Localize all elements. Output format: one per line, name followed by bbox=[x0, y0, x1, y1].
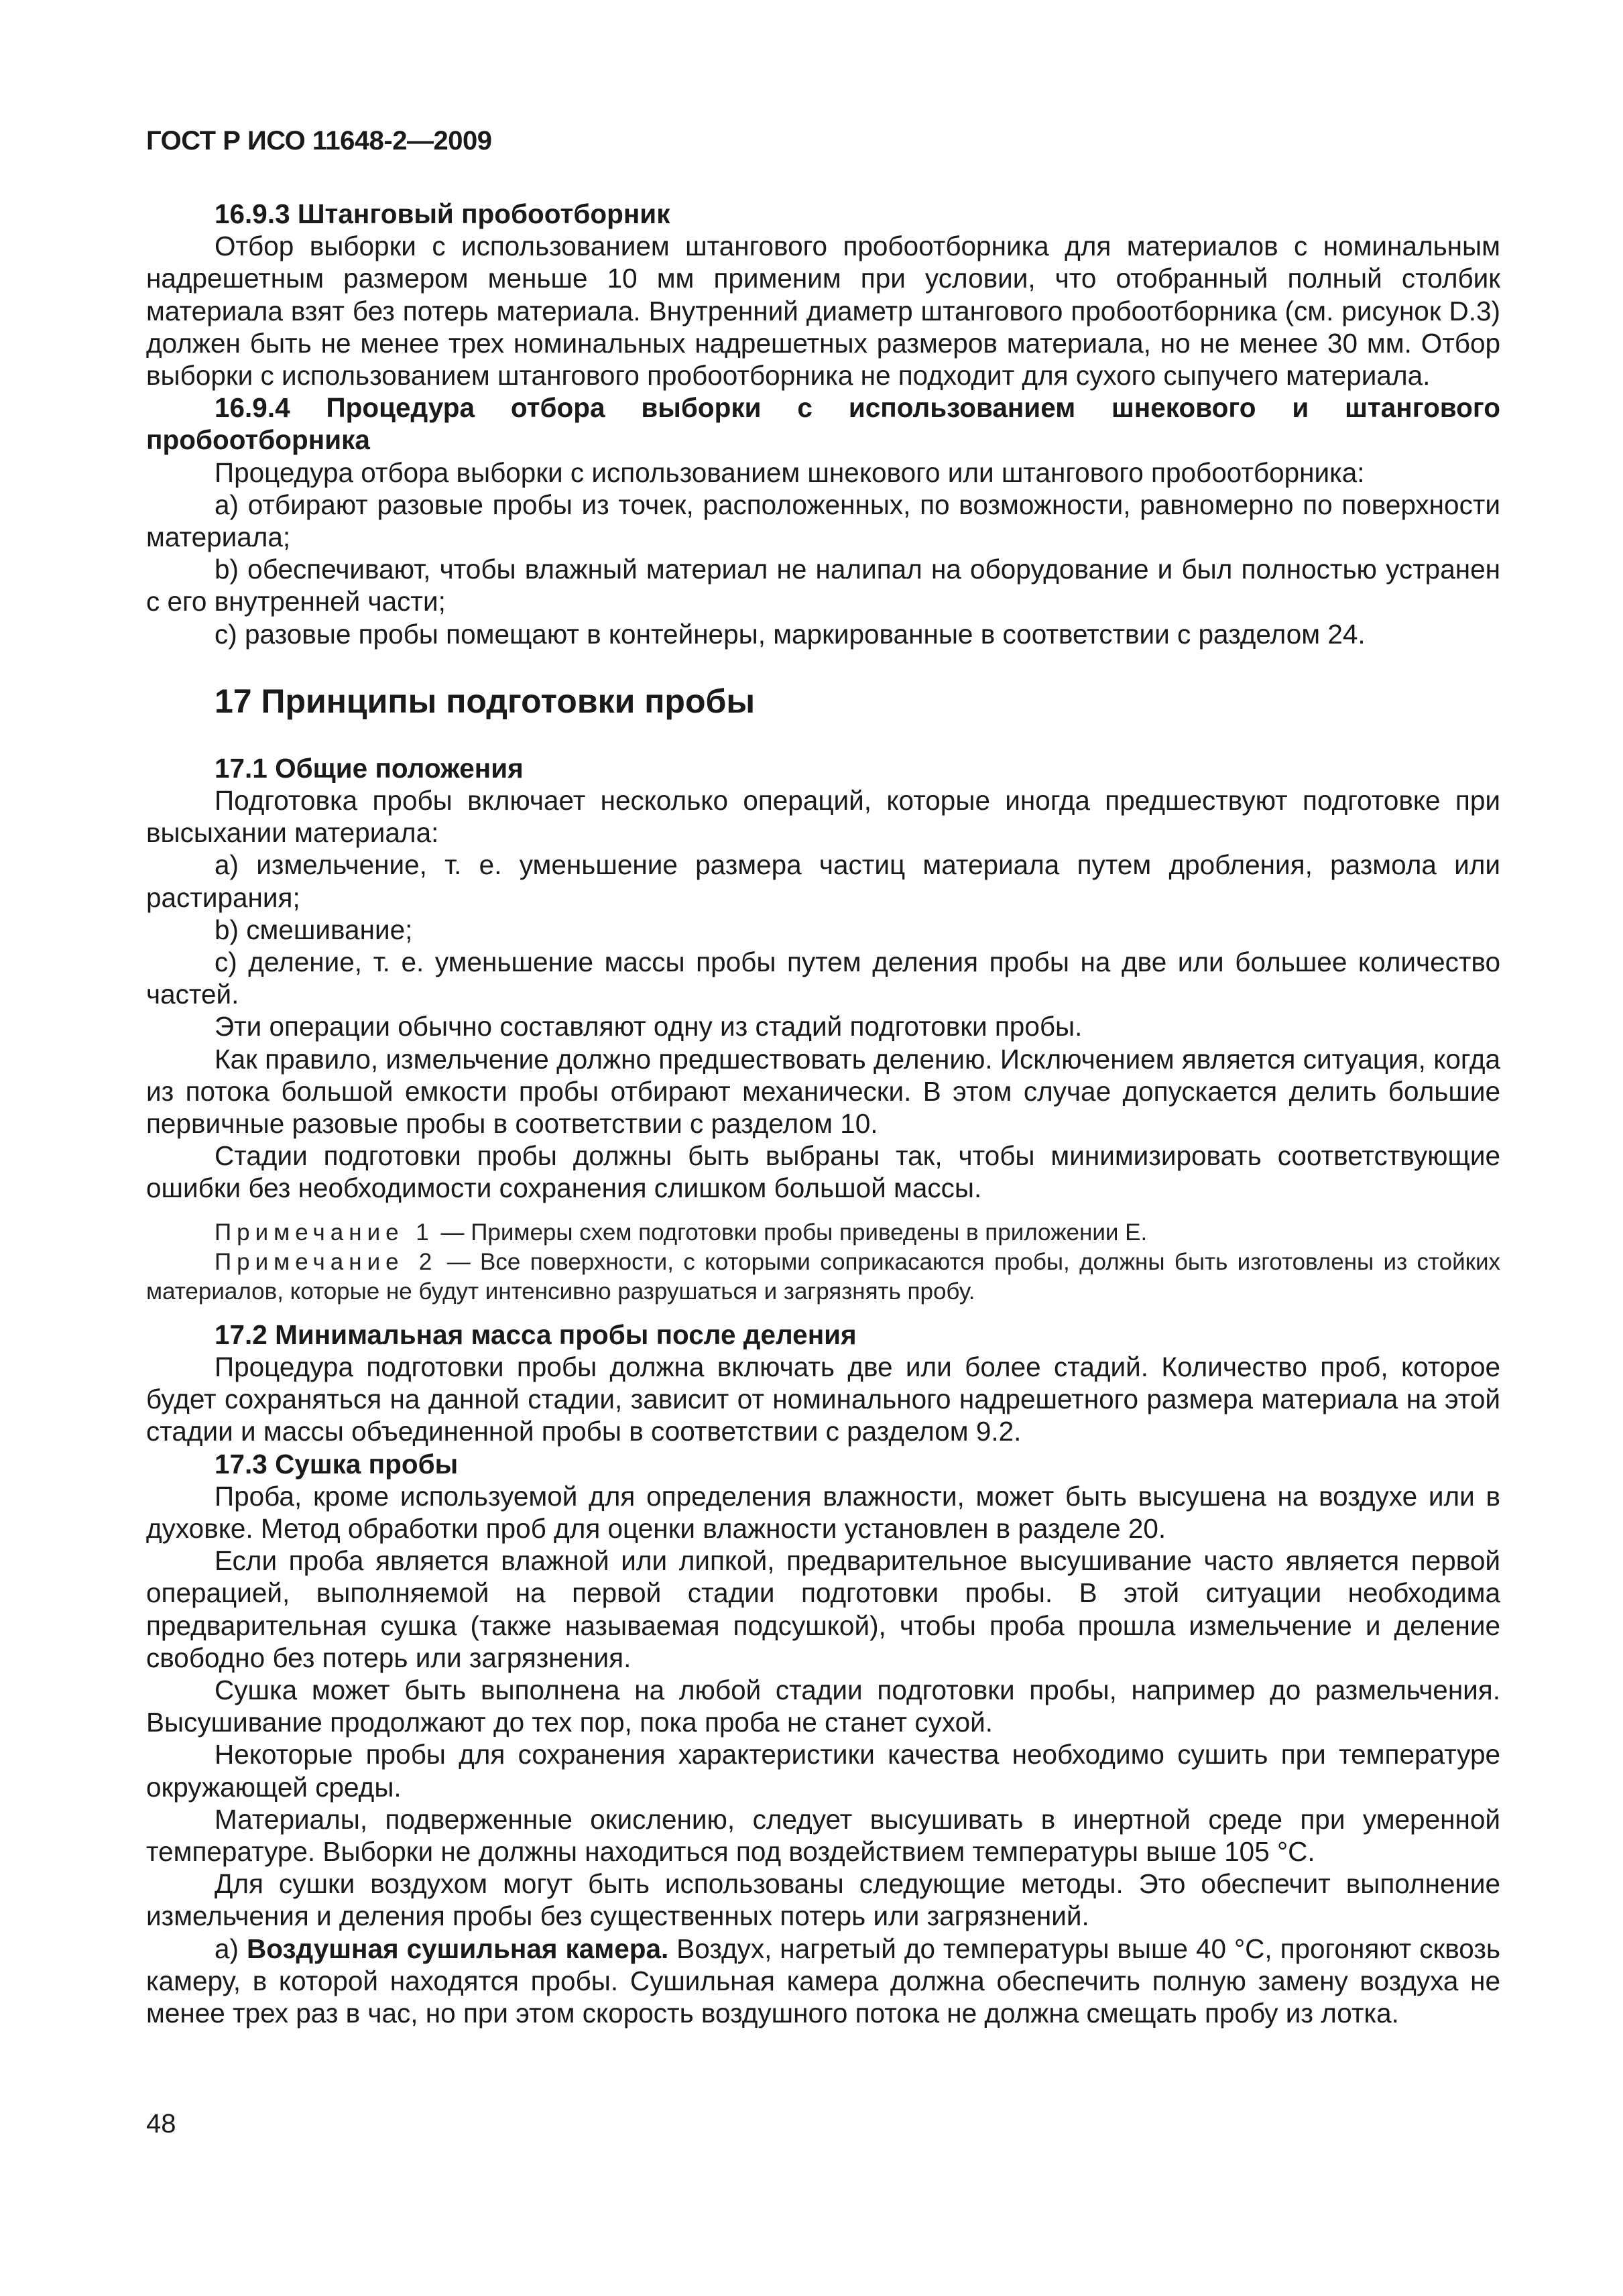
paragraph: Отбор выборки с использованием штангового пробоотборника для материалов с номинальным надрешетным размером меньше 10 мм применим при условии, что отобранный полный столбик материала взят без потерь материала. Внутренний диаметр штангового пробоотборника (см. рисунок D.3) должен быть не менее трех номинальных надрешетных размеров материала, но не менее 30 мм. Отбор выборки с использованием штангового пробоотборника не подходит для сухого сыпучего материала. bbox=[146, 231, 1500, 391]
list-item: b) обеспечивают, чтобы влажный материал не налипал на оборудование и был полностью устранен с его внутренней части; bbox=[146, 554, 1500, 617]
note-1 bbox=[146, 1218, 1500, 1248]
subsection-heading-16-9-4: 16.9.4 Процедура отбора выборки с использованием шнекового и штангового пробоотборника bbox=[146, 392, 1500, 456]
page-content bbox=[146, 198, 1500, 2029]
list-item bbox=[146, 1933, 1500, 2030]
paragraph: Эти операции обычно составляют одну из стадий подготовки пробы. bbox=[215, 1011, 1083, 1042]
list-item-text: Воздух, нагретый до температуры выше 40 °С, прогоняют сквозь камеру, в которой находятся пробы. Сушильная камера должна обеспечить полную замену воздуха не менее трех раз в час, но при этом скорость воздушного потока не должна смещать пробу из лотка. bbox=[146, 1933, 1500, 2029]
note-text: — Все поверхности, с которыми соприкасаются пробы, должны быть изготовлены из стойких материалов, которые не будут интенсивно разрушаться и загрязнять пробу. bbox=[146, 1248, 1500, 1305]
list-item: с) разовые пробы помещают в контейнеры, маркированные в соответствии с разделом 24. bbox=[215, 618, 1366, 650]
note-label: Примечание 1 bbox=[215, 1219, 434, 1246]
section-heading-17: 17 Принципы подготовки пробы bbox=[215, 682, 756, 720]
list-item: b) смешивание; bbox=[215, 914, 413, 945]
list-item: а) отбирают разовые пробы из точек, расположенных, по возможности, равномерно по поверхности материала; bbox=[146, 489, 1500, 553]
list-marker: а) bbox=[215, 1933, 247, 1964]
paragraph: Процедура подготовки пробы должна включать две или более стадий. Количество проб, которое будет сохраняться на данной стадии, зависит от номинального надрешетного размера материала на этой стадии и массы объединенной пробы в соответствии с разделом 9.2. bbox=[146, 1351, 1500, 1447]
paragraph: Для сушки воздухом могут быть использованы следующие методы. Это обеспечит выполнение измельчения и деления пробы без существенных потерь или загрязнений. bbox=[146, 1868, 1500, 1932]
note-label: Примечание 2 bbox=[215, 1248, 438, 1275]
page-number: 48 bbox=[146, 2109, 176, 2138]
note-text: — Примеры схем подготовки пробы приведены в приложении Е. bbox=[434, 1219, 1148, 1246]
paragraph: Материалы, подверженные окислению, следует высушивать в инертной среде при умеренной температуре. Выборки не должны находиться под воздействием температуры выше 105 °С. bbox=[146, 1803, 1500, 1867]
list-item: а) измельчение, т. е. уменьшение размера частиц материала путем дробления, размола или растирания; bbox=[146, 849, 1500, 913]
notes bbox=[146, 1218, 1500, 1307]
paragraph: Как правило, измельчение должно предшествовать делению. Исключением является ситуация, когда из потока большой емкости пробы отбирают механически. В этом случае допускается делить большие первичные разовые пробы в соответствии с разделом 10. bbox=[146, 1043, 1500, 1140]
subsection-heading-17-3: 17.3 Сушка пробы bbox=[215, 1448, 459, 1479]
paragraph: Некоторые пробы для сохранения характеристики качества необходимо сушить при температуре окружающей среды. bbox=[146, 1739, 1500, 1803]
paragraph: Процедура отбора выборки с использованием шнекового или штангового пробоотборника: bbox=[215, 457, 1365, 488]
paragraph: Подготовка пробы включает несколько операций, которые иногда предшествуют подготовке при высыхании материала: bbox=[146, 785, 1500, 849]
list-item: с) деление, т. е. уменьшение массы пробы путем деления пробы на две или большее количество частей. bbox=[146, 947, 1500, 1010]
paragraph: Стадии подготовки пробы должны быть выбраны так, чтобы минимизировать соответствующие ошибки без необходимости сохранения слишком большой массы. bbox=[146, 1140, 1500, 1204]
document-header: ГОСТ Р ИСО 11648-2—2009 bbox=[146, 126, 492, 156]
paragraph: Проба, кроме используемой для определения влажности, может быть высушена на воздухе или в духовке. Метод обработки проб для оценки влажности установлен в разделе 20. bbox=[146, 1480, 1500, 1544]
subsection-heading-16-9-3: 16.9.3 Штанговый пробоотборник bbox=[215, 198, 670, 229]
subsection-heading-17-1: 17.1 Общие положения bbox=[215, 752, 524, 784]
paragraph: Если проба является влажной или липкой, предварительное высушивание часто является первой операцией, выполняемой на первой стадии подготовки пробы. В этой ситуации необходима предварительная сушка (также называемая подсушкой), чтобы проба прошла измельчение и деление свободно без потерь или загрязнения. bbox=[146, 1545, 1500, 1673]
term-bold: Воздушная сушильная камера. bbox=[246, 1933, 669, 1964]
subsection-heading-17-2: 17.2 Минимальная масса пробы после деления bbox=[215, 1319, 857, 1350]
paragraph: Сушка может быть выполнена на любой стадии подготовки пробы, например до размельчения. Высушивание продолжают до тех пор, пока проба не станет сухой. bbox=[146, 1674, 1500, 1738]
note-2 bbox=[146, 1248, 1500, 1307]
